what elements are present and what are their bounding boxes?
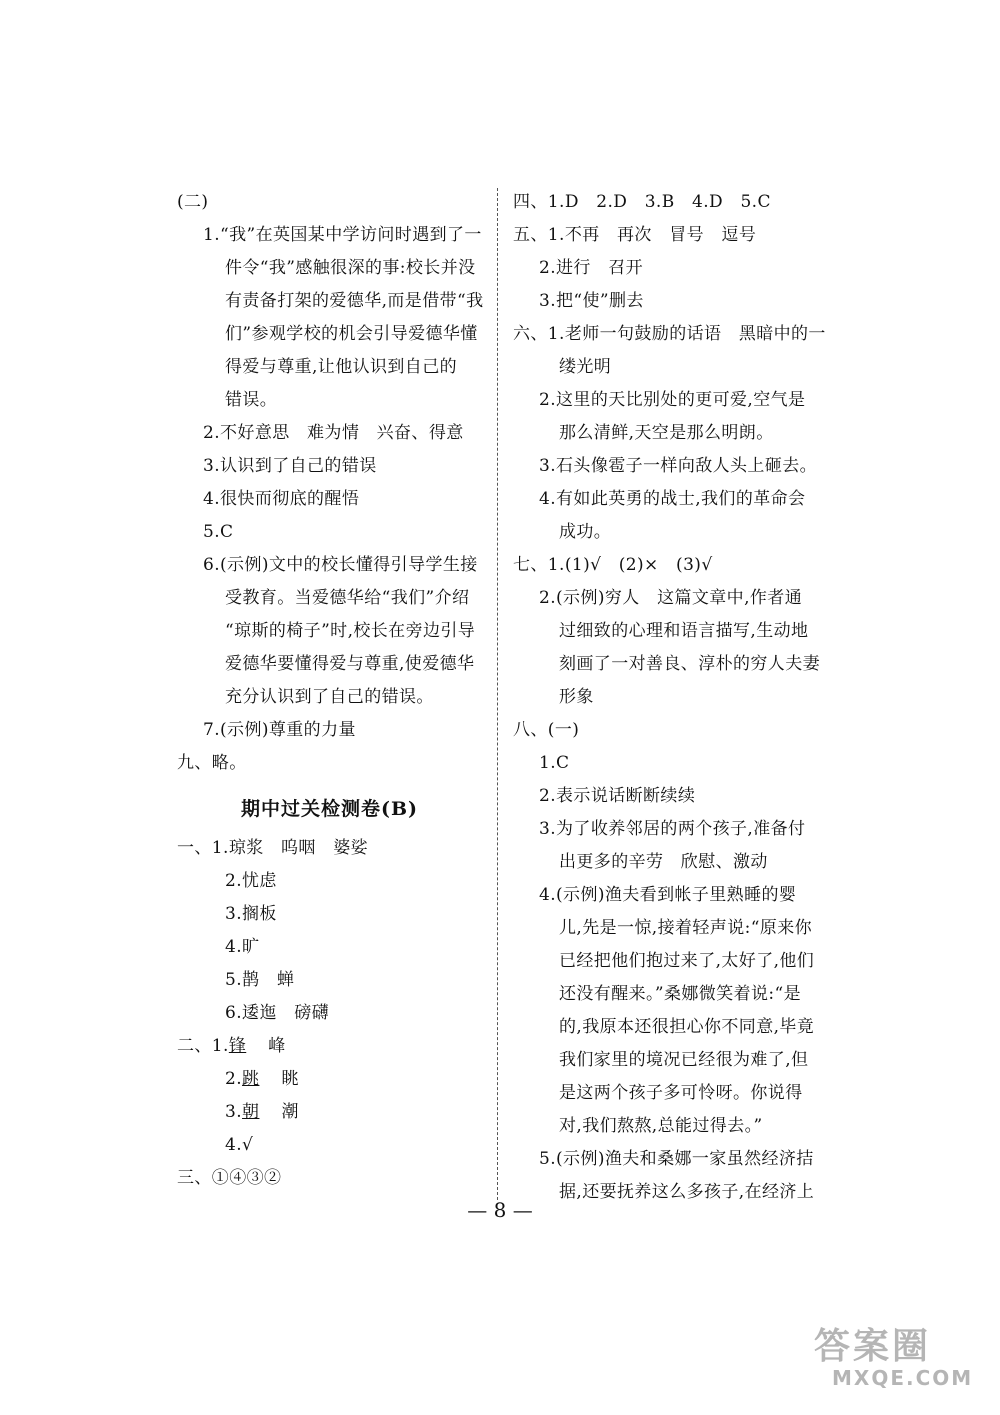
answer-five-3: 3.把“使”删去	[539, 291, 644, 311]
answer-q2: 2.不好意思 难为情 兴奋、得意	[203, 423, 464, 443]
answer-one-5: 5.鹊 蝉	[225, 970, 295, 990]
answer-q7: 7.(示例)尊重的力量	[203, 720, 356, 740]
answer-three: 三、①④③②	[177, 1168, 282, 1188]
column-divider	[497, 188, 498, 1200]
answer-two-3: 3.朝 潮	[225, 1102, 299, 1122]
answer-six-3: 3.石头像雹子一样向敌人头上砸去。	[539, 456, 818, 476]
answer-four: 四、1.D 2.D 3.B 4.D 5.C	[513, 192, 771, 212]
answer-two-1: 二、1.锋 峰	[177, 1036, 286, 1056]
answer-eight-3: 3.为了收养邻居的两个孩子,准备付 出更多的辛劳 欣慰、激动	[539, 819, 806, 872]
answer-seven-1: 七、1.(1)√ (2)× (3)√	[513, 555, 713, 575]
part2-header: (二)	[177, 192, 209, 212]
answer-q4: 4.很快而彻底的醒悟	[203, 489, 360, 509]
answer-q3: 3.认识到了自己的错误	[203, 456, 377, 476]
answer-one-4: 4.旷	[225, 937, 260, 957]
answer-eight-header: 八、(一)	[513, 720, 580, 740]
right-column	[513, 186, 848, 1209]
answer-eight-4: 4.(示例)渔夫看到帐子里熟睡的婴 儿,先是一惊,接着轻声说:“原来你 已经把他们抱过来了,太好了,他们 还没有醒来。”桑娜微笑着说:“是 的,我原本还很担心你不同意,毕竟 我们家里的境况已经很为难了,但 是这两个孩子多可怜呀。你说得 对,我们熬熬,总能过得去。”	[539, 885, 815, 1136]
answer-q5: 5.C	[203, 522, 234, 542]
answer-six-2: 2.这里的天比别处的更可爱,空气是 那么清鲜,天空是那么明朗。	[539, 390, 806, 443]
answer-two-4: 4.√	[225, 1135, 254, 1155]
page-number: — 8 —	[467, 1198, 533, 1222]
section-title: 期中过关检测卷(B)	[240, 798, 419, 820]
answer-two-2: 2.跳 眺	[225, 1069, 299, 1089]
answer-five-2: 2.进行 召开	[539, 258, 644, 278]
answer-one-3: 3.搁板	[225, 904, 277, 924]
answer-five-1: 五、1.不再 再次 冒号 逗号	[513, 225, 757, 245]
answer-q6: 6.(示例)文中的校长懂得引导学生接 受教育。当爱德华给“我们”介绍 “琼斯的椅子”时,校长在旁边引导 爱德华要懂得爱与尊重,使爱德华 充分认识到了自己的错误。	[203, 555, 478, 707]
answer-six-1: 六、1.老师一句鼓励的话语 黑暗中的一 缕光明	[513, 324, 826, 377]
answer-eight-1: 1.C	[539, 753, 570, 773]
answer-nine: 九、略。	[177, 753, 247, 773]
answer-eight-2: 2.表示说话断断续续	[539, 786, 696, 806]
answer-six-4: 4.有如此英勇的战士,我们的革命会 成功。	[539, 489, 806, 542]
answer-one-1: 一、1.琼浆 呜咽 婆娑	[177, 838, 369, 858]
answer-one-6: 6.逶迤 磅礴	[225, 1003, 330, 1023]
answer-eight-5: 5.(示例)渔夫和桑娜一家虽然经济拮 据,还要抚养这么多孩子,在经济上	[539, 1149, 815, 1202]
answer-q1: 1.“我”在英国某中学访问时遇到了一 件令“我”感触很深的事:校长并没 有责备打架的爱德华,而是借带“我 们”参观学校的机会引导爱德华懂 得爱与尊重,让他认识到自己的 错误。	[203, 225, 484, 410]
answer-one-2: 2.忧虑	[225, 871, 277, 891]
watermark-logo: 答案圈 MXQE.COM	[814, 1326, 974, 1390]
left-column	[177, 186, 482, 1195]
answer-seven-2: 2.(示例)穷人 这篇文章中,作者通 过细致的心理和语言描写,生动地 刻画了一对善良、淳朴的穷人夫妻 形象	[539, 588, 820, 707]
